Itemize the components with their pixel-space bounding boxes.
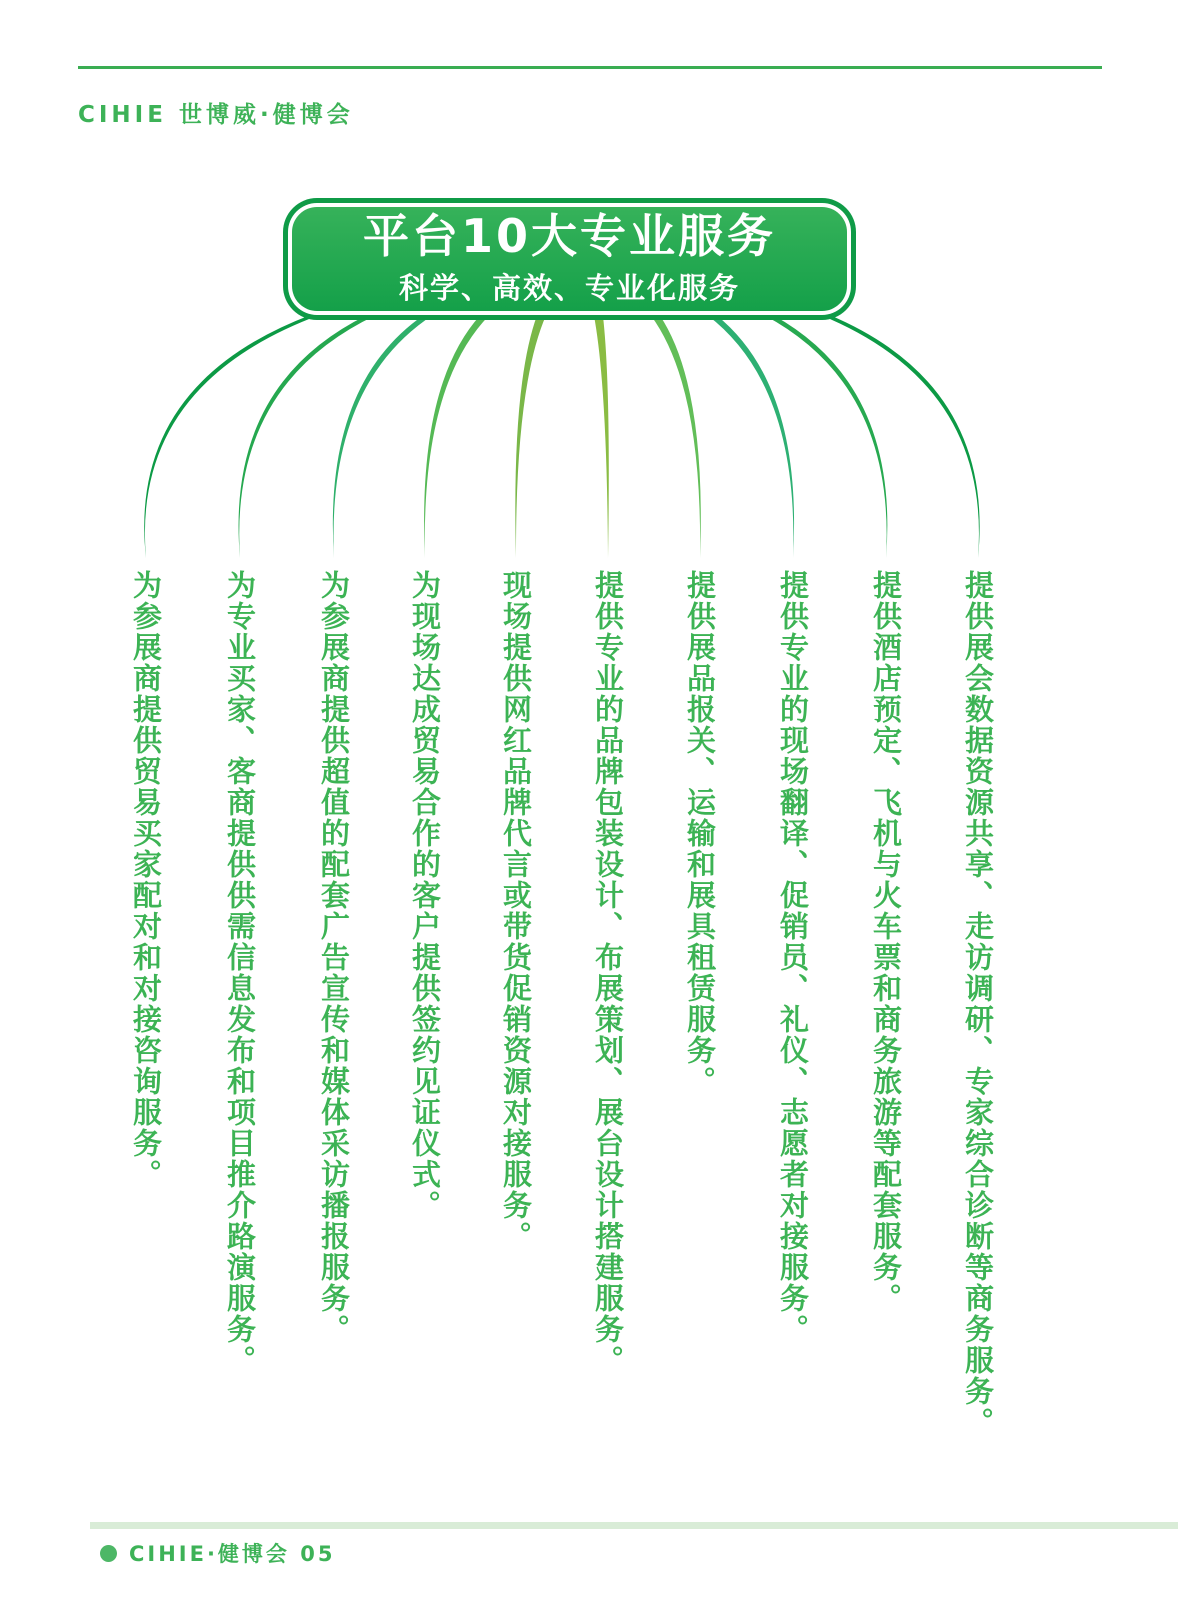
fan-curve [424,315,489,558]
title-box-inner [292,207,847,311]
brand-header: CIHIE 世博威·健博会 [78,102,354,128]
service-text: 为参展商提供超值的配套广告宣传和媒体采访播报服务。 [317,570,351,1345]
diagram-subtitle: 科学、高效、专业化服务 [398,270,740,305]
footer-rule [90,1522,1178,1529]
service-text: 提供展会数据资源共享、走访调研、专家综合诊断等商务服务。 [961,570,995,1438]
fan-curves [0,310,1178,570]
bullet-dot-icon [100,1545,117,1562]
fan-curve [651,315,701,558]
service-text: 为参展商提供贸易买家配对和对接咨询服务。 [129,570,163,1190]
fan-curve [821,315,980,558]
diagram-title: 平台10大专业服务 [362,209,776,264]
page-footer [100,1538,335,1568]
fan-curve [144,315,319,558]
service-text: 提供酒店预定、飞机与火车票和商务旅游等配套服务。 [869,570,903,1314]
fan-curve [707,315,794,558]
fan-curve [239,315,377,558]
header-rule [78,66,1102,69]
service-text: 为现场达成贸易合作的客户提供签约见证仪式。 [408,570,442,1221]
fan-curve [333,315,433,558]
service-text: 现场提供网红品牌代言或带货促销资源对接服务。 [499,570,533,1252]
service-text: 提供专业的品牌包装设计、布展策划、展台设计搭建服务。 [591,570,625,1376]
service-text: 提供专业的现场翻译、促销员、礼仪、志愿者对接服务。 [776,570,810,1345]
service-text: 为专业买家、客商提供供需信息发布和项目推介路演服务。 [223,570,257,1376]
footer-label: CIHIE·健博会 05 [129,1542,336,1566]
fan-curve [594,315,609,558]
fan-curve [515,315,546,558]
service-text: 提供展品报关、运输和展具租赁服务。 [683,570,717,1097]
title-box-border [288,203,851,315]
title-box [283,198,856,320]
